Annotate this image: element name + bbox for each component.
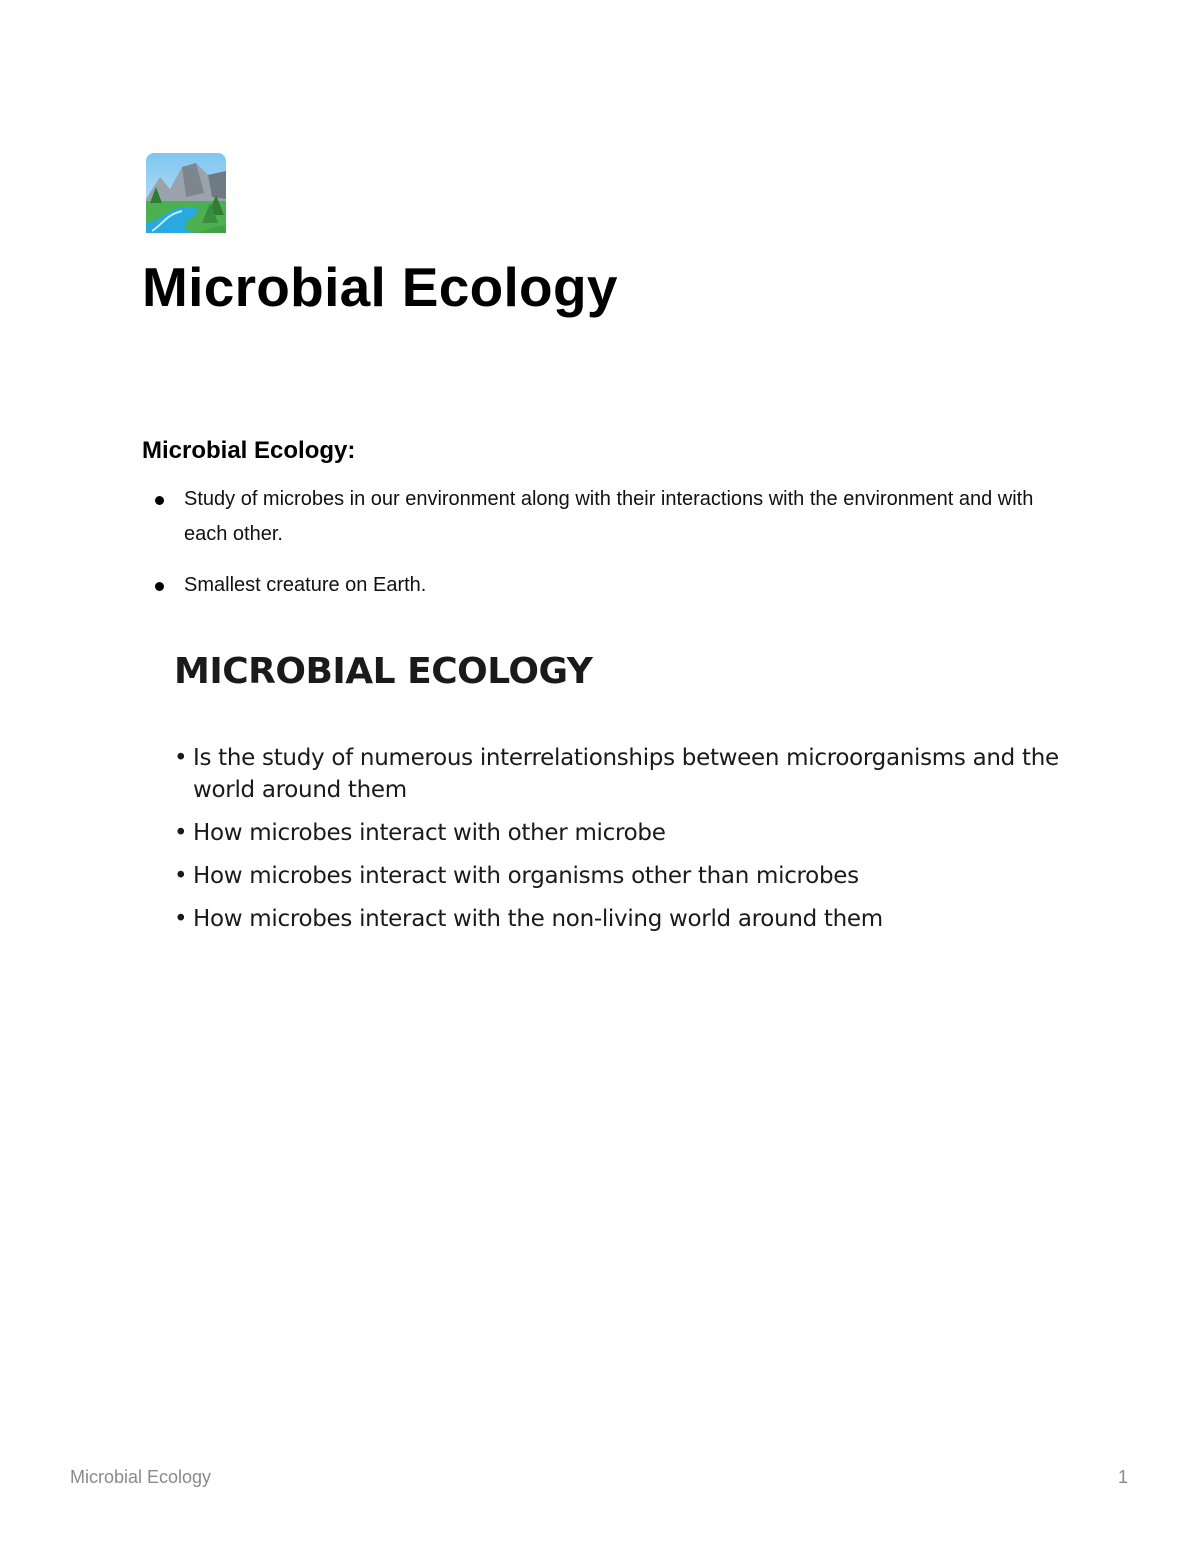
slide-list-item-text: How microbes interact with other microbe <box>193 820 666 846</box>
slide-list-item <box>174 817 1060 849</box>
bullet-dot-icon <box>155 496 164 505</box>
slide-list-item-text: Is the study of numerous interrelationships between microorganisms and the world around them <box>193 745 1059 803</box>
slide-list-item-text: How microbes interact with organisms other than microbes <box>193 863 859 889</box>
national-park-icon <box>146 153 226 233</box>
slide-list-item <box>174 742 1060 806</box>
list-item <box>142 482 1042 552</box>
slide-list-item-text: How microbes interact with the non-living world around them <box>193 906 883 932</box>
slide-bullet-list <box>174 742 1060 946</box>
list-item-text: Study of microbes in our environment along with their interactions with the environment and with each other. <box>184 488 1034 545</box>
slide-list-item <box>174 860 1060 892</box>
slide-bullet-icon: • <box>174 820 188 846</box>
slide-bullet-icon: • <box>174 745 188 771</box>
list-item-text: Smallest creature on Earth. <box>184 574 427 596</box>
slide-bullet-icon: • <box>174 863 188 889</box>
list-item <box>142 568 1042 603</box>
page-number: 1 <box>1117 1467 1128 1487</box>
page-title: Microbial Ecology <box>142 256 618 318</box>
section-heading: Microbial Ecology: <box>142 437 356 464</box>
slide-title: MICROBIAL ECOLOGY <box>174 651 593 692</box>
slide-bullet-icon: • <box>174 906 188 932</box>
slide-list-item <box>174 903 1060 935</box>
notes-list <box>142 482 1042 619</box>
bullet-dot-icon <box>155 582 164 591</box>
footer-title: Microbial Ecology <box>70 1467 212 1487</box>
